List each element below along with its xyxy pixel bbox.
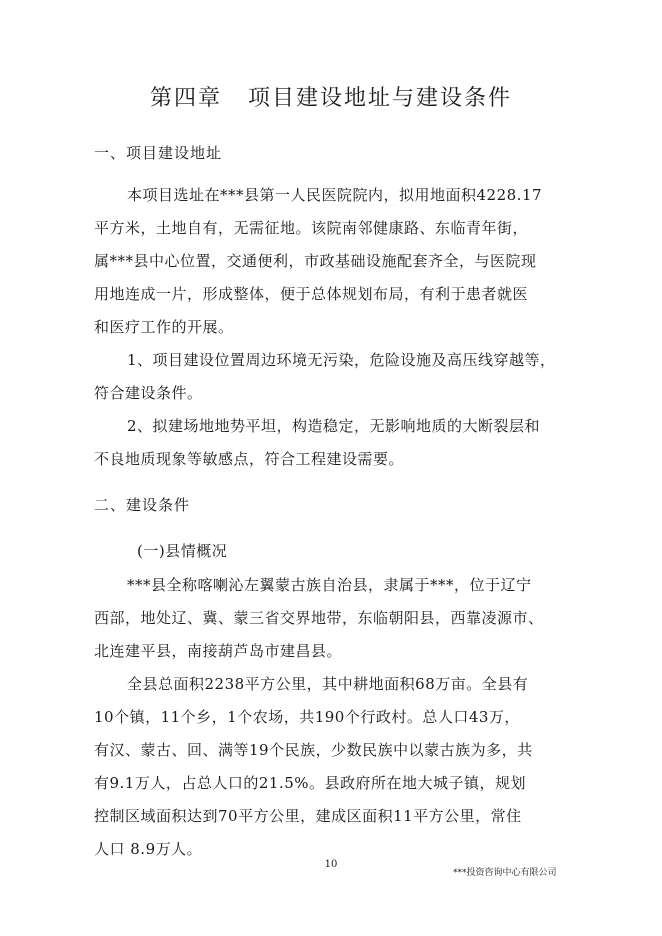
paragraph-line: 有9.1万人，占总人口的21.5%。县政府所在地大城子镇，规划 (94, 774, 527, 792)
paragraph-line: 符合建设条件。 (94, 384, 203, 402)
paragraph-line: 10个镇，11个乡，1个农场，共190个行政村。总人口43万， (94, 708, 520, 726)
subsection-heading: (一)县情概况 (137, 542, 228, 560)
paragraph-line: 有汉、蒙古、回、满等19个民族，少数民族中以蒙古族为多，共 (94, 741, 533, 759)
paragraph-line: 用地连成一片，形成整体，便于总体规划布局，有利于患者就医 (94, 285, 529, 303)
paragraph-line: 本项目选址在***县第一人民医院院内，拟用地面积4228.17 (127, 186, 543, 204)
section-1-heading: 一、项目建设地址 (94, 144, 223, 162)
paragraph-line: 2、拟建场地地势平坦，构造稳定，无影响地质的大断裂层和 (127, 417, 541, 435)
section-2-heading: 二、建设条件 (94, 496, 191, 514)
paragraph-line: 不良地质现象等敏感点，符合工程建设需要。 (94, 450, 405, 468)
paragraph-line: 1、项目建设位置周边环境无污染，危险设施及高压线穿越等， (127, 351, 556, 369)
paragraph-line: ***县全称喀喇沁左翼蒙古族自治县，隶属于***，位于辽宁 (127, 576, 532, 594)
chapter-number: 第四章 (149, 86, 222, 111)
paragraph-line: 全县总面积2238平方公里，其中耕地面积68万亩。全县有 (127, 675, 529, 693)
paragraph-line: 西部，地处辽、冀、蒙三省交界地带，东临朝阳县，西靠凌源市、 (94, 609, 544, 627)
chapter-heading: 项目建设地址与建设条件 (248, 86, 513, 111)
page-number: 10 (324, 859, 338, 870)
paragraph-line: 平方米，土地自有，无需征地。该院南邻健康路、东临青年街， (94, 219, 529, 237)
paragraph-line: 属***县中心位置，交通便利，市政基础设施配套齐全，与医院现 (94, 252, 537, 270)
paragraph-line: 人口 8.9万人。 (94, 840, 203, 858)
company-footer: ***投资咨询中心有限公司 (453, 868, 557, 878)
paragraph-line: 控制区域面积达到70平方公里，建成区面积11平方公里，常住 (94, 807, 522, 825)
chapter-title (0, 84, 662, 114)
paragraph-line: 北连建平县，南接葫芦岛市建昌县。 (94, 642, 343, 660)
paragraph-line: 和医疗工作的开展。 (94, 318, 234, 336)
